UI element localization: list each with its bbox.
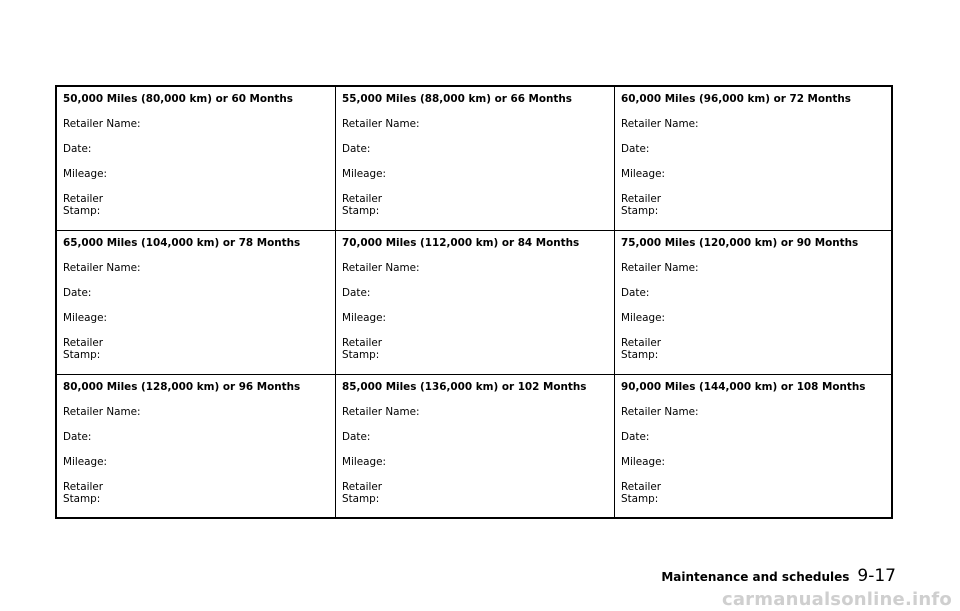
mileage-label: Mileage: xyxy=(621,168,665,180)
page-footer xyxy=(661,566,896,586)
retailer-name-label: Retailer Name: xyxy=(342,262,420,274)
mileage-label: Mileage: xyxy=(63,168,107,180)
retailer-stamp-label: Retailer Stamp: xyxy=(342,193,383,217)
retailer-name-label: Retailer Name: xyxy=(621,118,699,130)
retailer-name-label: Retailer Name: xyxy=(63,118,141,130)
watermark: carmanualsonline.info xyxy=(721,589,952,610)
interval-heading: 50,000 Miles (80,000 km) or 60 Months xyxy=(63,93,293,105)
retailer-stamp-label: Retailer Stamp: xyxy=(63,193,104,217)
mileage-label: Mileage: xyxy=(63,312,107,324)
date-label: Date: xyxy=(621,431,650,443)
maintenance-log-table xyxy=(55,85,893,519)
retailer-name-label: Retailer Name: xyxy=(63,406,141,418)
date-label: Date: xyxy=(621,287,650,299)
retailer-stamp-label: Retailer Stamp: xyxy=(621,193,662,217)
interval-heading: 80,000 Miles (128,000 km) or 96 Months xyxy=(63,381,301,393)
mileage-label: Mileage: xyxy=(342,456,386,468)
retailer-stamp-label: Retailer Stamp: xyxy=(621,337,662,361)
date-label: Date: xyxy=(63,287,92,299)
date-label: Date: xyxy=(342,143,371,155)
date-label: Date: xyxy=(342,287,371,299)
interval-heading: 60,000 Miles (96,000 km) or 72 Months xyxy=(621,93,851,105)
date-label: Date: xyxy=(63,431,92,443)
retailer-name-label: Retailer Name: xyxy=(342,118,420,130)
interval-heading: 90,000 Miles (144,000 km) or 108 Months xyxy=(621,381,866,393)
retailer-name-label: Retailer Name: xyxy=(621,262,699,274)
mileage-label: Mileage: xyxy=(342,312,386,324)
retailer-stamp-label: Retailer Stamp: xyxy=(63,337,104,361)
mileage-label: Mileage: xyxy=(63,456,107,468)
log-cell-55000 xyxy=(336,87,615,231)
page-number: 9-17 xyxy=(857,566,896,586)
retailer-stamp-label: Retailer Stamp: xyxy=(621,481,662,505)
interval-heading: 85,000 Miles (136,000 km) or 102 Months xyxy=(342,381,587,393)
date-label: Date: xyxy=(621,143,650,155)
log-cell-60000 xyxy=(615,87,891,231)
section-title: Maintenance and schedules xyxy=(661,570,850,584)
date-label: Date: xyxy=(63,143,92,155)
interval-heading: 55,000 Miles (88,000 km) or 66 Months xyxy=(342,93,572,105)
log-cell-75000 xyxy=(615,231,891,375)
mileage-label: Mileage: xyxy=(621,456,665,468)
log-cell-80000 xyxy=(57,375,336,517)
log-cell-90000 xyxy=(615,375,891,517)
log-cell-85000 xyxy=(336,375,615,517)
interval-heading: 75,000 Miles (120,000 km) or 90 Months xyxy=(621,237,859,249)
retailer-name-label: Retailer Name: xyxy=(342,406,420,418)
interval-heading: 70,000 Miles (112,000 km) or 84 Months xyxy=(342,237,580,249)
retailer-name-label: Retailer Name: xyxy=(621,406,699,418)
retailer-stamp-label: Retailer Stamp: xyxy=(342,481,383,505)
retailer-stamp-label: Retailer Stamp: xyxy=(342,337,383,361)
date-label: Date: xyxy=(342,431,371,443)
interval-heading: 65,000 Miles (104,000 km) or 78 Months xyxy=(63,237,301,249)
retailer-stamp-label: Retailer Stamp: xyxy=(63,481,104,505)
retailer-name-label: Retailer Name: xyxy=(63,262,141,274)
log-cell-65000 xyxy=(57,231,336,375)
log-cell-70000 xyxy=(336,231,615,375)
mileage-label: Mileage: xyxy=(621,312,665,324)
log-cell-50000 xyxy=(57,87,336,231)
mileage-label: Mileage: xyxy=(342,168,386,180)
